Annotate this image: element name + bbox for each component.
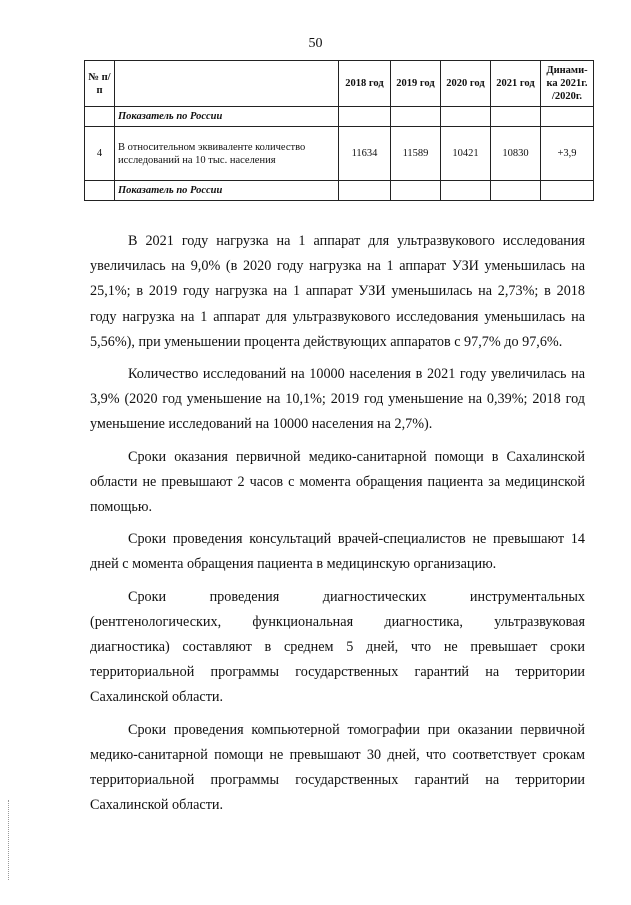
- page-number: 50: [308, 36, 323, 51]
- header-2021: 2021 год: [491, 61, 541, 107]
- paragraph: Количество исследований на 10000 населения в 2021 году увеличилась на 3,9% (2020 год уменьшение на 10,1%; 2019 год уменьшение на 0,39%; 2018 год уменьшение исследований на 10000 населения на 2,7%).: [90, 366, 585, 433]
- region-label: Показатель по России: [115, 107, 339, 127]
- empty-cell: [541, 181, 594, 201]
- header-2020: 2020 год: [441, 61, 491, 107]
- empty-cell: [391, 107, 441, 127]
- value-2021: 10830: [491, 127, 541, 181]
- value-2019: 11589: [391, 127, 441, 181]
- region-label: Показатель по России: [115, 181, 339, 201]
- empty-cell: [339, 181, 391, 201]
- empty-cell: [391, 181, 441, 201]
- row-description: В относительном эквиваленте количество исследований на 10 тыс. населения: [115, 127, 339, 181]
- header-2019: 2019 год: [391, 61, 441, 107]
- value-dynamics: +3,9: [541, 127, 594, 181]
- header-2018: 2018 год: [339, 61, 391, 107]
- body-text: [90, 229, 585, 825]
- paragraph: Сроки проведения компьютерной томографии при оказании первичной медико-санитарной помощи не превышают 30 дней, что соответствует срокам территориальной программы государственных гарантий на территории Сахалинской области.: [90, 721, 585, 814]
- empty-cell: [85, 181, 115, 201]
- header-number: № п/п: [85, 61, 115, 107]
- row-number: 4: [85, 127, 115, 181]
- empty-cell: [441, 107, 491, 127]
- empty-cell: [491, 181, 541, 201]
- header-dynamics: Динами-ка 2021г. /2020г.: [541, 61, 594, 107]
- statistics-table: [84, 60, 594, 201]
- value-2018: 11634: [339, 127, 391, 181]
- table-row-russia-bottom: [85, 181, 594, 201]
- table-row: [85, 127, 594, 181]
- value-2020: 10421: [441, 127, 491, 181]
- paragraph: В 2021 году нагрузка на 1 аппарат для ультразвукового исследования увеличилась на 9,0% (в 2020 году нагрузка на 1 аппарат УЗИ уменьшилась на 25,1%; в 2019 году нагрузка на 1 аппарат УЗИ уменьшилась на 2,73%; в 2018 году нагрузка на 1 аппарат для ультразвукового исследования уменьшилась на 5,56%), при уменьшении процента действующих аппаратов с 97,7% до 97,6%.: [90, 233, 585, 350]
- empty-cell: [441, 181, 491, 201]
- paragraph: Сроки проведения консультаций врачей-специалистов не превышают 14 дней с момента обращения пациента в медицинскую организацию.: [90, 531, 585, 573]
- empty-cell: [541, 107, 594, 127]
- paragraph: Сроки проведения диагностических инструментальных (рентгенологических, функциональная диагностика, ультразвуковая диагностика) составляют в среднем 5 дней, что не превышает сроки территориальной программы государственных гарантий на территории Сахалинской области.: [90, 588, 585, 706]
- paragraph: Сроки оказания первичной медико-санитарной помощи в Сахалинской области не превышают 2 часов с момента обращения пациента за медицинской помощью.: [90, 448, 585, 516]
- empty-cell: [339, 107, 391, 127]
- table-header-row: [85, 61, 594, 107]
- scan-margin-mark: [8, 800, 10, 880]
- header-indicator: [115, 61, 339, 107]
- empty-cell: [85, 107, 115, 127]
- empty-cell: [491, 107, 541, 127]
- table-row-russia-top: [85, 107, 594, 127]
